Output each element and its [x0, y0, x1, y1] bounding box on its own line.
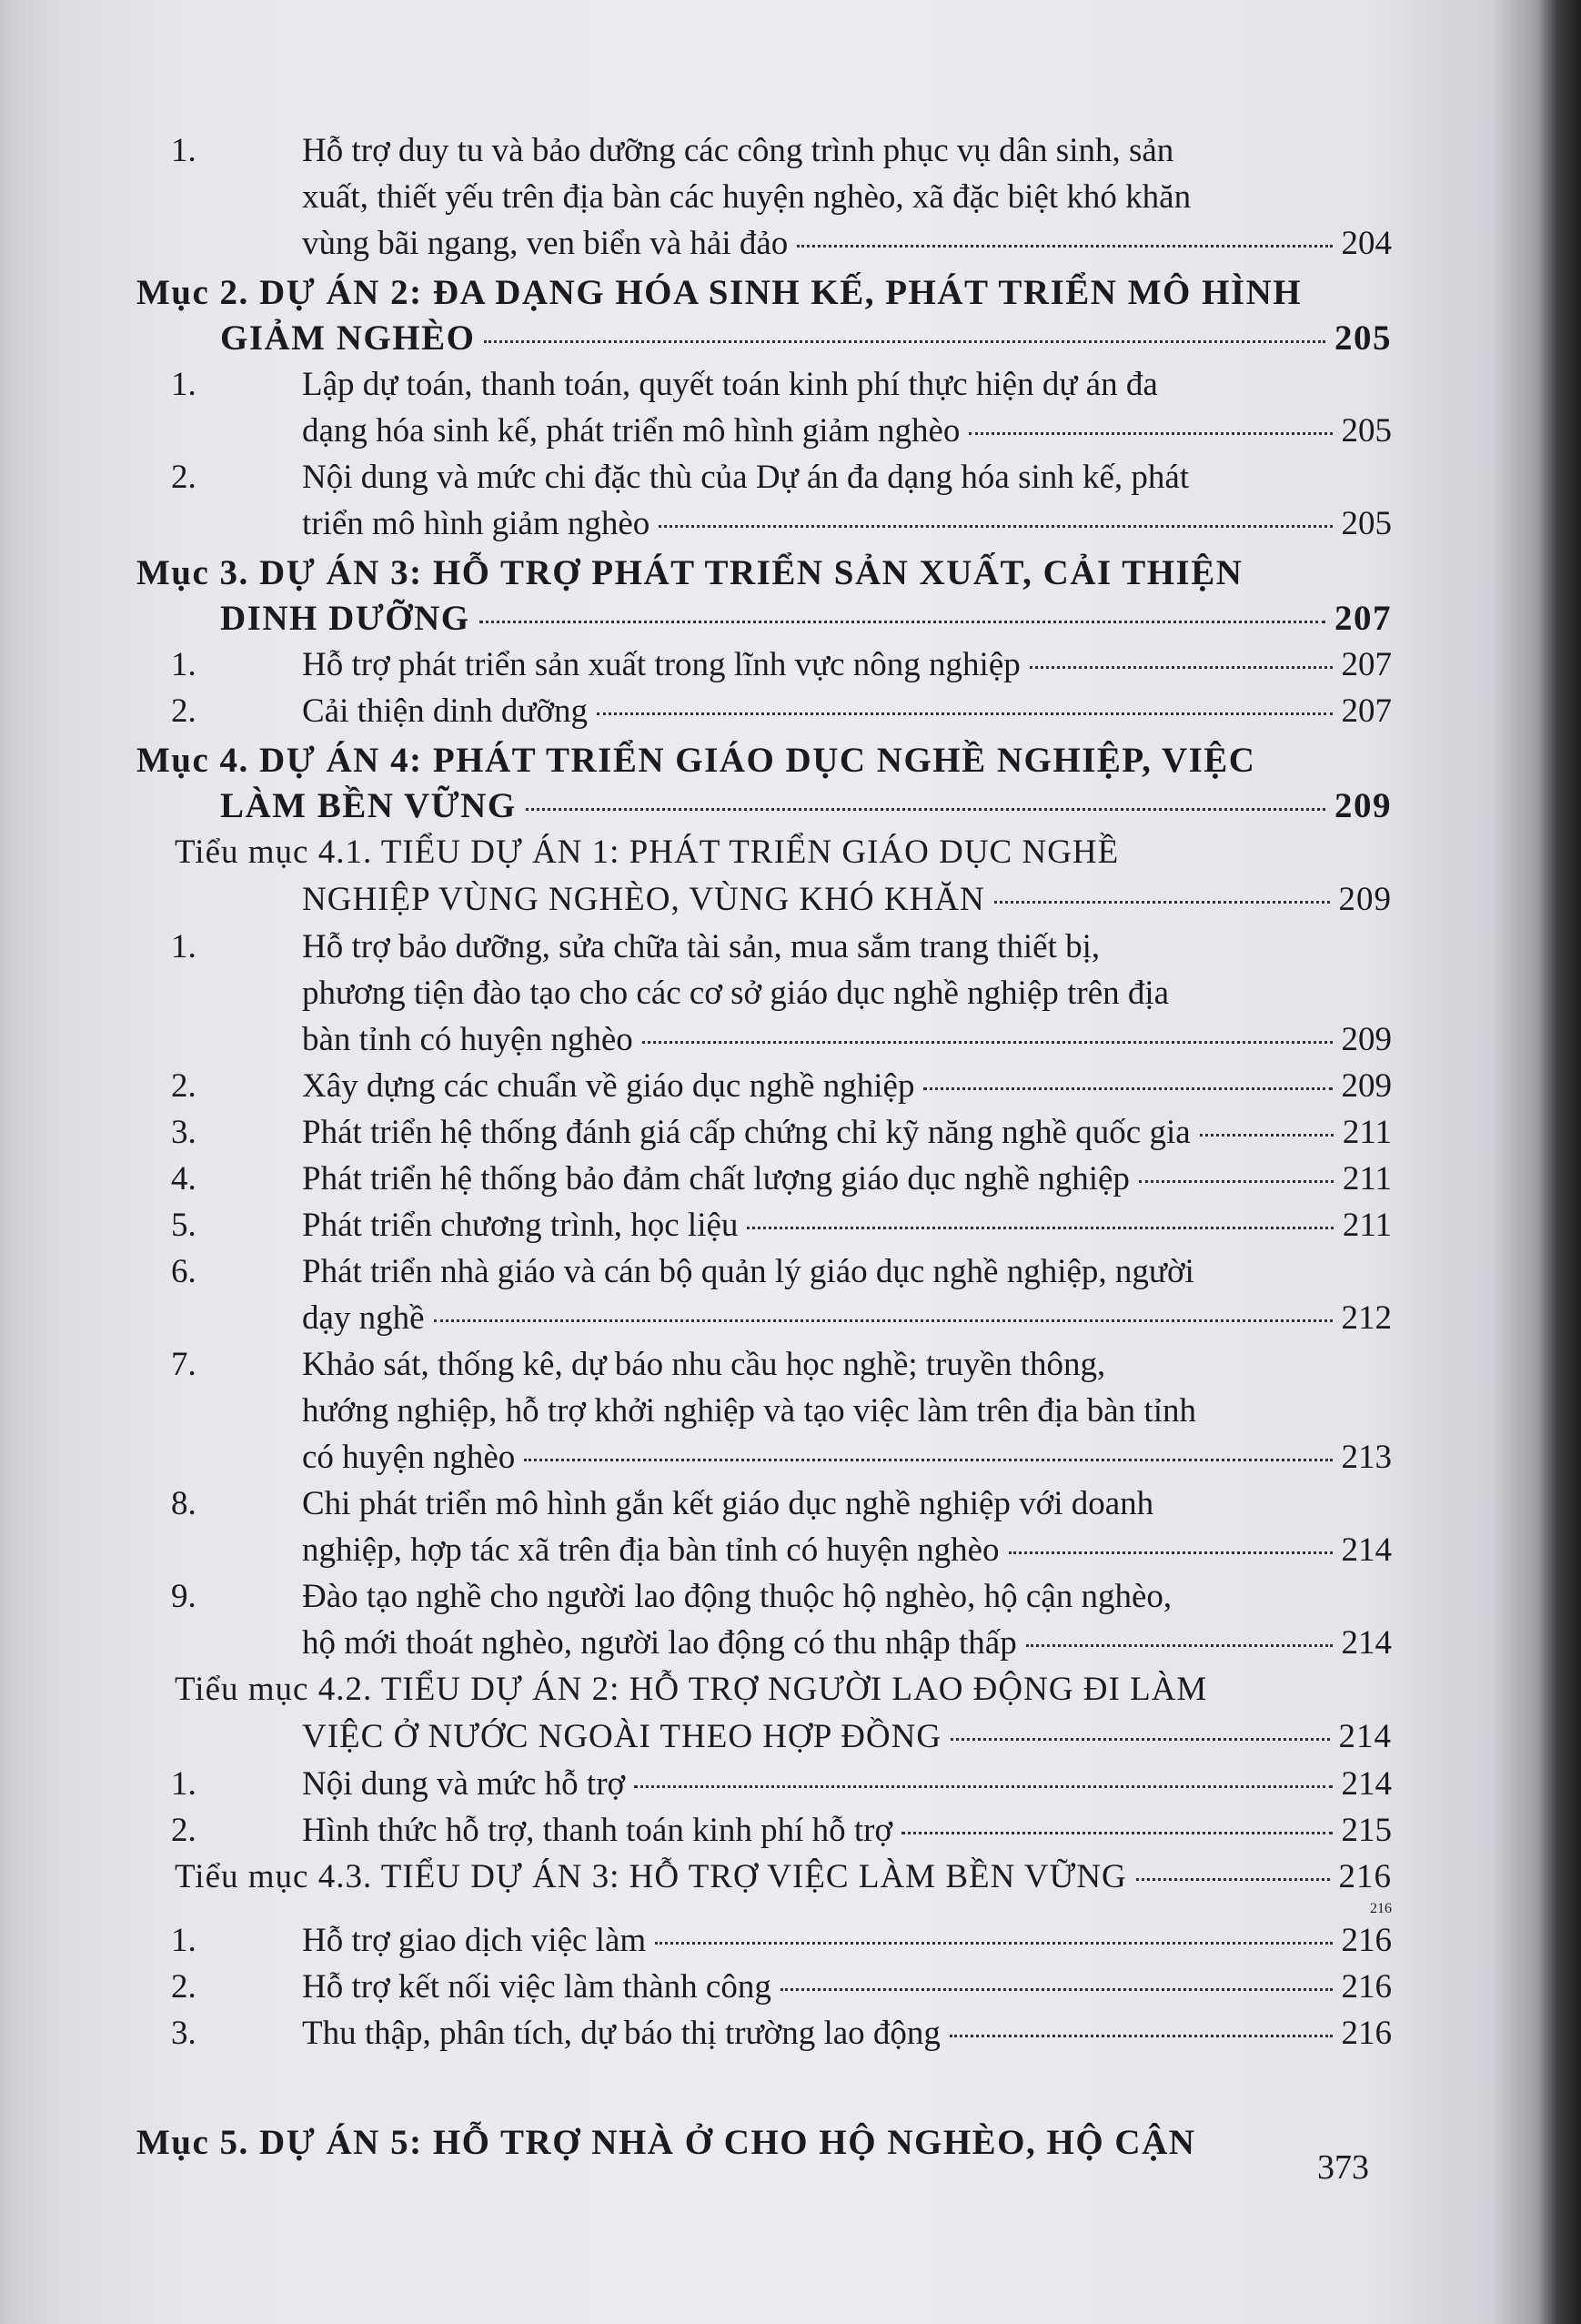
item-number: 1.: [171, 1765, 196, 1803]
dot-leader: [634, 1785, 1332, 1788]
entry-text-line: Hỗ trợ phát triển sản xuất trong lĩnh vực nông nghiệp: [302, 646, 1021, 683]
dot-leader: [659, 525, 1332, 528]
toc-entry-item: [136, 924, 1392, 1063]
toc-entry-item: [136, 1964, 1392, 2010]
dot-leader: [526, 808, 1325, 811]
entry-text-line: Mục 2. DỰ ÁN 2: ĐA DẠNG HÓA SINH KẾ, PHÁT TRIỂN MÔ HÌNH: [136, 273, 1303, 312]
page-ref: 211: [1342, 1160, 1392, 1197]
dot-leader: [923, 1087, 1332, 1090]
page-ref: 211: [1342, 1207, 1392, 1244]
item-number: 9.: [171, 1578, 196, 1615]
item-number: 8.: [171, 1485, 196, 1522]
entry-text-line: Hình thức hỗ trợ, thanh toán kinh phí hỗ trợ: [302, 1812, 893, 1849]
item-number: 2.: [171, 1067, 196, 1105]
toc-entry-blank: [136, 1901, 1392, 1917]
entry-text-line: xuất, thiết yếu trên địa bàn các huyện nghèo, xã đặc biệt khó khăn: [302, 178, 1192, 216]
item-number: 1.: [171, 928, 196, 965]
page-ref: 207: [1341, 692, 1392, 730]
dot-leader: [901, 1832, 1332, 1834]
item-number: 2.: [171, 459, 196, 496]
entry-text-line: có huyện nghèo: [302, 1439, 516, 1476]
toc-entry-item: [136, 1248, 1392, 1341]
entry-text-line: dạy nghề: [302, 1299, 425, 1337]
entry-text-line: hướng nghiệp, hỗ trợ khởi nghiệp và tạo việc làm trên địa bàn tỉnh: [302, 1392, 1196, 1430]
item-number: 5.: [171, 1207, 196, 1244]
item-number: 1.: [171, 1922, 196, 1959]
entry-text-line: Mục 3. DỰ ÁN 3: HỖ TRỢ PHÁT TRIỂN SẢN XUẤT, CẢI THIỆN: [136, 553, 1244, 592]
entry-text-line: Tiểu mục 4.1. TIỂU DỰ ÁN 1: PHÁT TRIỂN GIÁO DỤC NGHỀ: [175, 834, 1120, 871]
dot-leader: [479, 621, 1325, 623]
dot-leader: [797, 245, 1332, 248]
entry-text-line: Phát triển nhà giáo và cán bộ quản lý giáo dục nghề nghiệp, người: [302, 1253, 1194, 1290]
item-number: 2.: [171, 1812, 196, 1849]
toc-entry-item: [136, 1807, 1392, 1854]
entry-text-line: Tiểu mục 4.2. TIỂU DỰ ÁN 2: HỖ TRỢ NGƯỜI LAO ĐỘNG ĐI LÀM: [175, 1671, 1208, 1708]
entry-text-line: phương tiện đào tạo cho các cơ sở giáo dục nghề nghiệp trên địa: [302, 975, 1170, 1012]
dot-leader: [780, 1988, 1333, 1991]
page-ref: 214: [1341, 1624, 1392, 1662]
item-number: 2.: [171, 692, 196, 730]
entry-text-line: DINH DƯỠNG: [220, 599, 470, 638]
dot-leader: [1026, 1644, 1333, 1647]
toc-entry-item: [136, 1063, 1392, 1109]
item-number: 3.: [171, 2015, 196, 2052]
item-number: 1.: [171, 646, 196, 683]
item-number: 2.: [171, 1968, 196, 2006]
page-ref: 209: [1341, 1067, 1392, 1105]
entry-text-line: NGHIỆP VÙNG NGHÈO, VÙNG KHÓ KHĂN: [302, 881, 985, 918]
page-ref: 209: [1341, 1021, 1392, 1058]
dot-leader: [1030, 666, 1333, 669]
entry-text-line: vùng bãi ngang, ven biển và hải đảo: [302, 225, 789, 262]
page-ref: 207: [1341, 646, 1392, 683]
entry-text-line: nghiệp, hợp tác xã trên địa bàn tỉnh có huyện nghèo: [302, 1531, 1000, 1569]
page-ref: 214: [1338, 1718, 1392, 1755]
toc-entry-item: [136, 1917, 1392, 1964]
entry-text-line: Phát triển chương trình, học liệu: [302, 1207, 739, 1244]
dot-leader: [434, 1319, 1333, 1322]
toc-entry-tieumuc: [136, 1666, 1392, 1761]
item-number: 1.: [171, 132, 196, 169]
toc-entry-item: [136, 1202, 1392, 1248]
page-ref: 216: [1341, 2015, 1392, 2052]
page-ref: 207: [1334, 599, 1392, 638]
toc-entry-item: [136, 2010, 1392, 2056]
dot-leader: [951, 1738, 1329, 1741]
toc-entry-item: [136, 642, 1392, 688]
page-number: 373: [1317, 2148, 1369, 2187]
entry-text-line: Cải thiện dinh dưỡng: [302, 692, 589, 730]
entry-text-line: bàn tỉnh có huyện nghèo: [302, 1021, 633, 1058]
item-number: 6.: [171, 1253, 196, 1290]
entry-text-line: Khảo sát, thống kê, dự báo nhu cầu học nghề; truyền thông,: [302, 1346, 1106, 1383]
item-number: 1.: [171, 366, 196, 403]
entry-text-line: hộ mới thoát nghèo, người lao động có thu nhập thấp: [302, 1624, 1017, 1662]
toc-entry-item: [136, 1761, 1392, 1807]
toc-entry-item: [136, 127, 1392, 267]
page-ref: 209: [1338, 881, 1392, 918]
entry-text-line: Lập dự toán, thanh toán, quyết toán kinh phí thực hiện dự án đa: [302, 366, 1158, 403]
page-ref: 213: [1341, 1439, 1392, 1476]
entry-text-line: Thu thập, phân tích, dự báo thị trường lao động: [302, 2015, 941, 2052]
toc-entry-item: [136, 361, 1392, 454]
page-ref: 216: [1338, 1858, 1392, 1895]
page-ref: 216: [1341, 1968, 1392, 2006]
dot-leader: [1136, 1878, 1330, 1881]
dot-leader: [642, 1041, 1333, 1044]
page-ref: 215: [1341, 1812, 1392, 1849]
item-number: 4.: [171, 1160, 196, 1197]
entry-text-line: Xây dựng các chuẩn về giáo dục nghề nghiệp: [302, 1067, 915, 1105]
toc-entry-item: [136, 1341, 1392, 1480]
page-ref: 204: [1341, 225, 1392, 262]
dot-leader: [1139, 1180, 1334, 1183]
entry-text-line: Hỗ trợ duy tu và bảo dưỡng các công trình phục vụ dân sinh, sản: [302, 132, 1174, 169]
toc-entry-muc: [136, 551, 1392, 642]
toc-entry-tieumuc: [136, 829, 1392, 924]
entry-text-line: dạng hóa sinh kế, phát triển mô hình giảm nghèo: [302, 412, 961, 450]
item-number: 7.: [171, 1346, 196, 1383]
dot-leader: [950, 2035, 1333, 2037]
toc-entry-muc: [136, 270, 1392, 361]
dot-leader: [1200, 1134, 1334, 1137]
page-ref: 205: [1334, 318, 1392, 358]
dot-leader: [655, 1942, 1332, 1945]
entry-text-line: Nội dung và mức hỗ trợ: [302, 1765, 626, 1803]
dot-leader: [747, 1227, 1333, 1229]
entry-text-line: Đào tạo nghề cho người lao động thuộc hộ nghèo, hộ cận nghèo,: [302, 1578, 1173, 1615]
toc-entry-item: [136, 454, 1392, 547]
footer-heading: Mục 5. DỰ ÁN 5: HỖ TRỢ NHÀ Ở CHO HỘ NGHÈO, HỘ CẬN: [136, 2123, 1196, 2162]
dot-leader: [1009, 1551, 1333, 1554]
toc-entry-item: [136, 688, 1392, 734]
entry-text-line: Hỗ trợ kết nối việc làm thành công: [302, 1968, 771, 2006]
entry-text-line: LÀM BỀN VỮNG: [220, 786, 517, 825]
entry-text-line: Chi phát triển mô hình gắn kết giáo dục nghề nghiệp với doanh: [302, 1485, 1154, 1522]
entry-text-line: VIỆC Ở NƯỚC NGOÀI THEO HỢP ĐỒNG: [302, 1718, 942, 1755]
page-ref: 205: [1341, 505, 1392, 542]
dot-leader: [484, 340, 1325, 343]
page-ref: 211: [1342, 1114, 1392, 1151]
page-ref: 216: [1370, 1901, 1392, 1916]
entry-text-line: Nội dung và mức chi đặc thù của Dự án đa dạng hóa sinh kế, phát: [302, 459, 1190, 496]
toc-entry-item: [136, 1109, 1392, 1156]
dot-leader: [597, 712, 1332, 715]
page-ref: 212: [1341, 1299, 1392, 1337]
entry-text-line: Tiểu mục 4.3. TIỂU DỰ ÁN 3: HỖ TRỢ VIỆC LÀM BỀN VỮNG: [175, 1858, 1127, 1895]
dot-leader: [969, 432, 1332, 435]
page-ref: 216: [1341, 1922, 1392, 1959]
toc-entry-tieumuc: [136, 1854, 1392, 1901]
item-number: 3.: [171, 1114, 196, 1151]
entry-text-line: triển mô hình giảm nghèo: [302, 505, 650, 542]
page-ref: 214: [1341, 1531, 1392, 1569]
entry-text-line: Phát triển hệ thống đánh giá cấp chứng chỉ kỹ năng nghề quốc gia: [302, 1114, 1191, 1151]
toc-entry-item: [136, 1480, 1392, 1573]
page-ref: 214: [1341, 1765, 1392, 1803]
table-of-contents: [136, 127, 1392, 2056]
entry-text-line: Phát triển hệ thống bảo đảm chất lượng giáo dục nghề nghiệp: [302, 1160, 1130, 1197]
entry-text-line: GIẢM NGHÈO: [220, 318, 476, 358]
page-ref: 205: [1341, 412, 1392, 450]
entry-text-line: Mục 4. DỰ ÁN 4: PHÁT TRIỂN GIÁO DỤC NGHỀ NGHIỆP, VIỆC: [136, 741, 1256, 780]
toc-entry-item: [136, 1156, 1392, 1202]
toc-entry-muc: [136, 738, 1392, 829]
page-ref: 209: [1334, 786, 1392, 825]
dot-leader: [524, 1459, 1332, 1461]
entry-text-line: Hỗ trợ bảo dưỡng, sửa chữa tài sản, mua sắm trang thiết bị,: [302, 928, 1101, 965]
entry-text-line: Hỗ trợ giao dịch việc làm: [302, 1922, 647, 1959]
dot-leader: [994, 901, 1330, 904]
toc-entry-item: [136, 1573, 1392, 1666]
